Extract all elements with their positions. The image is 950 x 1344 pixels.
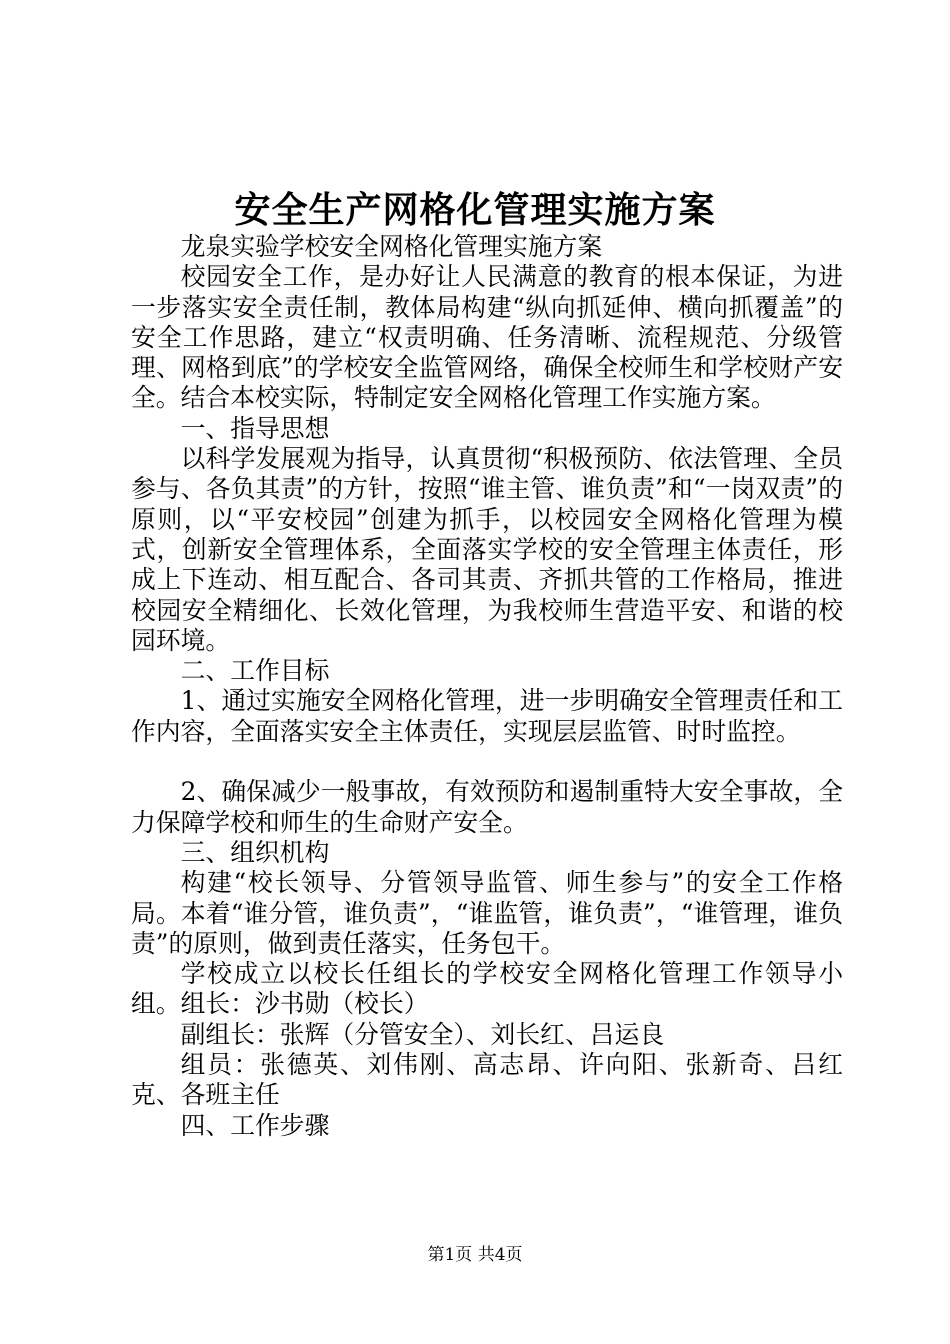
heading-guiding-ideology: 一、指导思想 bbox=[180, 413, 330, 443]
paragraph-intro: 校园安全工作，是办好让人民满意的教育的根本保证，为进一步落实安全责任制，教体局构建“纵向抓延伸、横向抓覆盖”的安全工作思路，建立“权责明确、任务清晰、流程规范、分级管理、网格到底”的学校安全监管网络，确保全校师生和学校财产安全。结合本校实际，特制定安全网格化管理工作实施方案。 bbox=[131, 262, 843, 413]
page-footer: 第1页 共4页 bbox=[427, 1245, 523, 1265]
document-title: 安全生产网格化管理实施方案 bbox=[234, 189, 716, 231]
paragraph-goal-1: 1、通过实施安全网格化管理，进一步明确安全管理责任和工作内容，全面落实安全主体责任，实现层层监管、时时监控。 bbox=[131, 686, 843, 746]
paragraph-leading-group: 学校成立以校长任组长的学校安全网格化管理工作领导小组。组长：沙书勋（校长） bbox=[131, 959, 843, 1019]
paragraph-deputy-leaders: 副组长：张辉（分管安全）、刘长红、吕运良 bbox=[180, 1019, 665, 1049]
document-body bbox=[131, 232, 843, 1141]
paragraph-guiding-ideology: 以科学发展观为指导，认真贯彻“积极预防、依法管理、全员参与、各负其责”的方针，按照“谁主管、谁负责”和“一岗双责”的原则，以“平安校园”创建为抓手，以校园安全网格化管理为模式，创新安全管理体系，全面落实学校的安全管理主体责任，形成上下连动、相互配合、各司其责、齐抓共管的工作格局，推进校园安全精细化、长效化管理，为我校师生营造平安、和谐的校园环境。 bbox=[131, 444, 843, 655]
paragraph-members: 组员：张德英、刘伟刚、高志昂、许向阳、张新奇、吕红克、各班主任 bbox=[131, 1050, 843, 1110]
heading-work-steps: 四、工作步骤 bbox=[180, 1110, 330, 1140]
paragraph-goal-2: 2、确保减少一般事故，有效预防和遏制重特大安全事故，全力保障学校和师生的生命财产安全。 bbox=[131, 777, 843, 837]
paragraph-organization: 构建“校长领导、分管领导监管、师生参与”的安全工作格局。本着“谁分管，谁负责”，“谁监管，谁负责”，“谁管理，谁负责”的原则，做到责任落实，任务包干。 bbox=[131, 868, 843, 958]
heading-work-goals: 二、工作目标 bbox=[180, 656, 330, 686]
paragraph-school-title: 龙泉实验学校安全网格化管理实施方案 bbox=[180, 232, 603, 261]
heading-organization: 三、组织机构 bbox=[180, 837, 330, 867]
